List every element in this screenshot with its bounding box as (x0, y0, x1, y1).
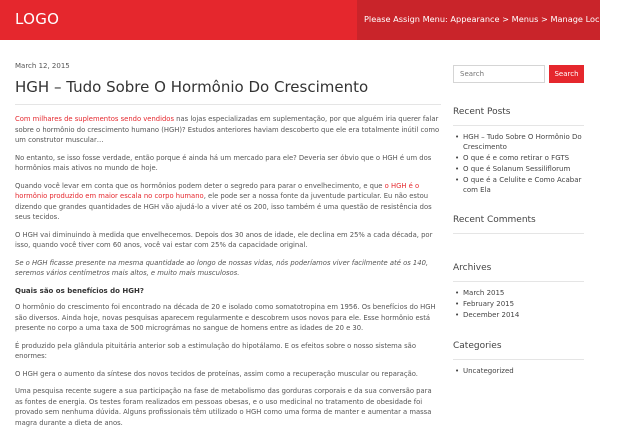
post-date[interactable]: March 12, 2015 (15, 62, 70, 70)
benefits-subheading: Quais são os benefícios do HGH? (15, 286, 144, 295)
category-link[interactable]: • Uncategorized (453, 366, 584, 376)
sidebar (453, 65, 584, 375)
post-article (15, 62, 441, 435)
suplementos-link[interactable]: Com milhares de suplementos sendo vendidos (15, 115, 175, 123)
title-divider (15, 104, 441, 105)
recent-post-link[interactable]: • HGH – Tudo Sobre O Hormônio Do Crescimento (453, 132, 584, 152)
archive-link[interactable]: • February 2015 (453, 299, 584, 309)
categories-title: Categories (453, 341, 584, 360)
paragraph-text: nas lojas especializadas em suplementação, por que alguém iria querer falar sobre o hormônio do crescimento humano (HGH)? Estudos anteriores haviam descoberto que ele era totalmente inútil como um construtor muscular… (15, 115, 440, 144)
search-button[interactable]: Search (549, 65, 584, 83)
menu-assign-notice[interactable]: Please Assign Menu: Appearance > Menus > Manage Locations (364, 14, 624, 24)
archive-link[interactable]: • December 2014 (453, 310, 584, 320)
paragraph-text: , ele pode ser a nossa fonte da juventude particular. Eu não estou dizendo que grandes quantidades de HGH vão ajudá-lo a viver até os 200, isso também é uma questão de resistência dos seus tecidos. (15, 192, 432, 221)
categories-list (453, 366, 584, 376)
recent-post-link[interactable]: • O que é Solanum Sessiliflorum (453, 164, 584, 174)
site-header (0, 0, 624, 40)
archives-title: Archives (453, 263, 584, 282)
archives-list (453, 288, 584, 320)
recent-posts-widget (453, 107, 584, 196)
paragraph: Uma pesquisa recente sugere a sua participação na fase de metabolismo das gorduras corporais e da sua conversão para as fontes de energia. Os testes foram realizados em pessoas obesas, e o uso medicinal no tratamento de obesidade foi provado sem nenhuma dúvida. Alguns profissionais têm utilizado o HGH como uma forma de manter e aumentar a massa magra durante a dieta de anos. (15, 387, 432, 427)
search-form (453, 65, 584, 83)
paragraph: O HGH vai diminuindo à medida que envelhecemos. Depois dos 30 anos de idade, ele declina em 25% a cada década, por isso, quando você tiver com 60 anos, você vai estar com 25% da capacidade original. (15, 230, 433, 249)
paragraph: O HGH gera o aumento da síntese dos novos tecidos de proteínas, assim como a recuperação muscular ou reparação. (15, 369, 418, 378)
search-input[interactable] (453, 65, 545, 83)
paragraph (15, 114, 441, 146)
italic-paragraph: Se o HGH ficasse presente na mesma quantidade ao longo de nossas vidas, nós poderíamos viver facilmente até os 140, seremos vários centímetros mais altos, e muito mais musculosos. (15, 258, 429, 277)
paragraph (15, 181, 441, 223)
site-logo[interactable]: LOGO (15, 10, 60, 28)
recent-post-link[interactable]: • O que é e como retirar o FGTS (453, 153, 584, 163)
post-title: HGH – Tudo Sobre O Hormônio Do Crescimento (15, 78, 369, 96)
recent-comments-title: Recent Comments (453, 215, 584, 234)
recent-comments-widget (453, 215, 584, 234)
paragraph: No entanto, se isso fosse verdade, então porque é ainda há um mercado para ele? Deveria ser óbvio que o HGH é um dos hormônios mais ativos no mundo de hoje. (15, 153, 432, 172)
paragraph: É produzido pela glândula pituitária anterior sob a estimulação do hipotálamo. E os efeitos sobre o nosso sistema são enormes: (15, 341, 416, 360)
paragraph: O hormônio do crescimento foi encontrado na década de 20 e isolado como somatotropina em 1956. Os benefícios do HGH são diversos. Ainda hoje, novas pesquisas aparecem regularmente e descobrem usos novos para ele. Esse hormônio está presente no corpo a uma taxa de 500 micrográmas no sangue de homens entre as idades de 20 e 30. (15, 303, 436, 332)
recent-post-link[interactable]: • O que é a Celulite e Como Acabar com Ela (453, 175, 584, 195)
recent-posts-title: Recent Posts (453, 107, 584, 126)
categories-widget (453, 341, 584, 377)
hgh-hormone-link[interactable]: o HGH é o hormônio produzido em maior escala no corpo humano (15, 181, 420, 200)
recent-posts-list (453, 132, 584, 195)
archives-widget (453, 263, 584, 321)
post-body (15, 114, 441, 428)
paragraph-text: Quando você levar em conta que os hormônios podem deter o segredo para parar o envelhecimento, e que (15, 181, 385, 190)
archive-link[interactable]: • March 2015 (453, 288, 584, 298)
